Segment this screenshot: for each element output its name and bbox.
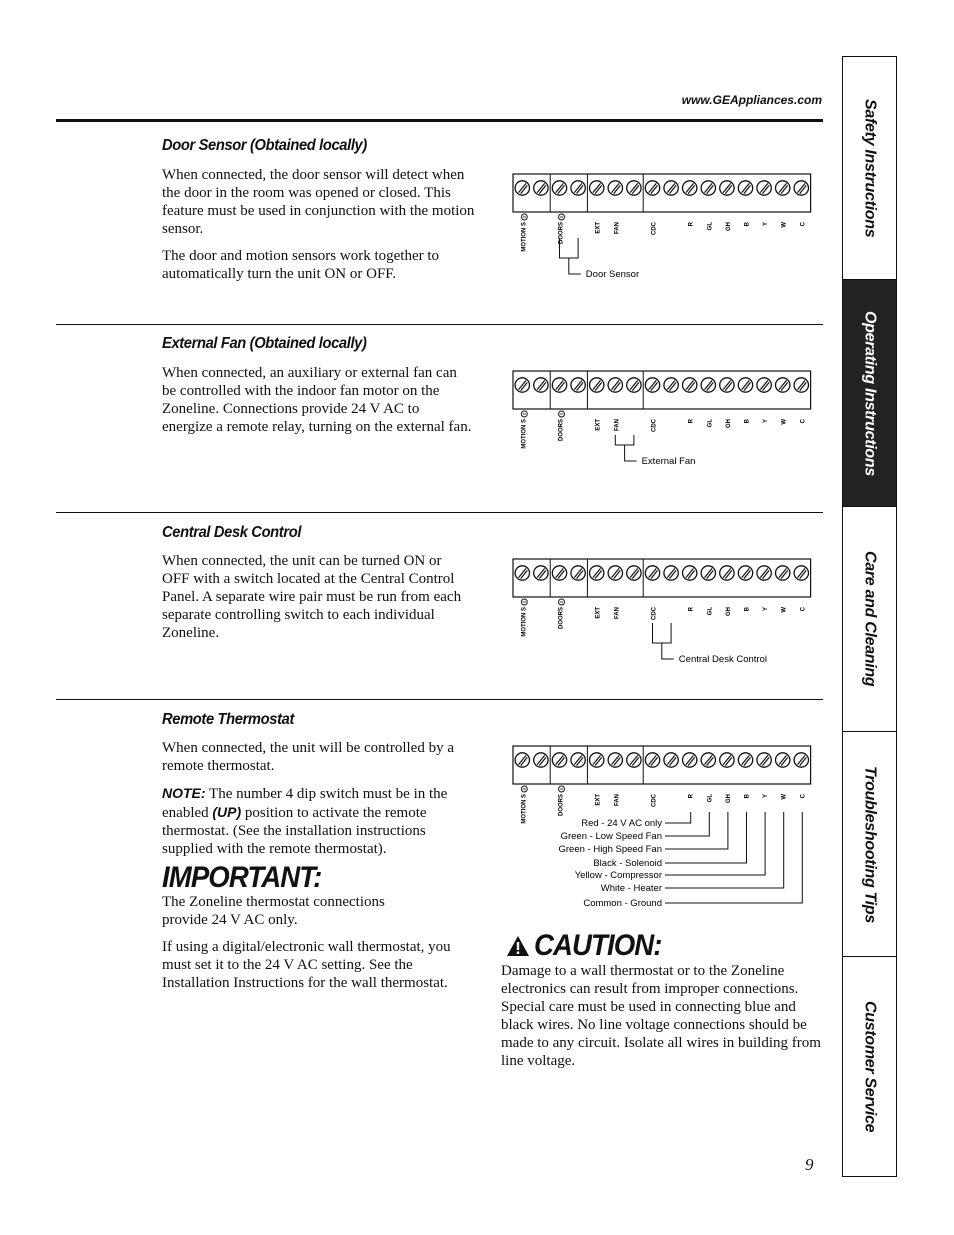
- terminal-label: MOTION S: [521, 607, 528, 637]
- terminal-label: FAN: [614, 794, 621, 806]
- screw-terminal-icon: [627, 378, 641, 392]
- screw-terminal-icon: [776, 753, 790, 767]
- screw-terminal-icon: [571, 378, 585, 392]
- screw-terminal-icon: [552, 753, 566, 767]
- screw-terminal-icon: [608, 753, 622, 767]
- terminal-label: W: [781, 419, 788, 425]
- terminal-label: FAN: [614, 222, 621, 234]
- central-desk-text: When connected, the unit can be turned ON or OFF with a switch located at the Central Control Panel. A separate wire pair must be run from each separate controlling switch to each individual Zoneline.: [162, 553, 462, 641]
- screw-terminal-icon: [664, 753, 678, 767]
- sidebar-nav: [842, 56, 897, 1177]
- terminal-label: Y: [763, 419, 770, 424]
- terminal-label: CDC: [651, 419, 658, 432]
- screw-terminal-icon: [552, 378, 566, 392]
- thermostat-wire: [665, 812, 691, 823]
- screw-terminal-icon: [515, 378, 529, 392]
- tab-label: Safety Instructions: [861, 98, 879, 238]
- terminal-label: GH: [725, 794, 732, 803]
- note-text: The number 4 dip switch must be in the enabled: [162, 786, 448, 821]
- note-up: (UP): [212, 804, 242, 820]
- website-url: www.GEAppliances.com: [681, 93, 822, 107]
- terminal-label: GH: [725, 419, 732, 428]
- screw-terminal-icon: [571, 566, 585, 580]
- screw-terminal-icon: [534, 753, 548, 767]
- wire-label: Common - Ground: [583, 898, 662, 909]
- screw-terminal-icon: [720, 378, 734, 392]
- terminal-label: B: [744, 607, 751, 612]
- terminal-label: CDC: [651, 794, 658, 807]
- screw-terminal-icon: [608, 181, 622, 195]
- screw-terminal-icon: [757, 753, 771, 767]
- ground-symbol-icon: [521, 786, 527, 792]
- terminal-label: MOTION S: [521, 419, 528, 449]
- terminal-label: EXT: [595, 794, 602, 806]
- tab-care-and-cleaning[interactable]: [843, 507, 896, 731]
- thermostat-wire: [665, 812, 802, 903]
- external-fan-diagram: [505, 357, 815, 487]
- screw-terminal-icon: [701, 566, 715, 580]
- wire-bracket: [653, 623, 672, 643]
- terminal-label: GL: [707, 419, 714, 428]
- remote-thermostat-heading: Remote Thermostat: [162, 711, 294, 728]
- tab-troubleshooting-tips[interactable]: [843, 732, 896, 956]
- thermostat-wire: [665, 812, 728, 849]
- screw-terminal-icon: [720, 753, 734, 767]
- terminal-label: MOTION S: [521, 794, 528, 824]
- screw-terminal-icon: [664, 378, 678, 392]
- terminal-label: GL: [707, 794, 714, 803]
- terminal-label: C: [800, 419, 807, 424]
- screw-terminal-icon: [571, 181, 585, 195]
- screw-terminal-icon: [608, 378, 622, 392]
- tab-safety-instructions[interactable]: [843, 57, 896, 279]
- terminal-label: C: [800, 607, 807, 612]
- ground-symbol-icon: [559, 786, 565, 792]
- terminal-label: GL: [707, 607, 714, 616]
- screw-terminal-icon: [794, 181, 808, 195]
- screw-terminal-icon: [571, 753, 585, 767]
- terminal-label: FAN: [614, 419, 621, 431]
- terminal-label: B: [744, 419, 751, 424]
- door-sensor-text-2: The door and motion sensors work together to automatically turn the unit ON or OFF.: [162, 248, 440, 282]
- external-fan-label: External Fan: [641, 456, 696, 467]
- ground-symbol-icon: [559, 599, 565, 605]
- wire-leader: [625, 445, 637, 461]
- thermostat-wire: [665, 812, 747, 863]
- section-divider: [56, 699, 823, 700]
- caution-text: Damage to a wall thermostat or to the Zoneline electronics can result from improper connections. Special care must be used in connecting blue and black wires. No line voltage connections should be made to any circuit. Isolate all wires in building from line voltage.: [501, 963, 821, 1069]
- screw-terminal-icon: [794, 566, 808, 580]
- screw-terminal-icon: [645, 753, 659, 767]
- screw-terminal-icon: [664, 566, 678, 580]
- door-sensor-text: When connected, the door sensor will detect when the door in the room was opened or closed. This feature must be used in conjunction with the motion sensor.: [162, 167, 475, 237]
- screw-terminal-icon: [701, 378, 715, 392]
- wire-label: Yellow - Compressor: [574, 870, 662, 881]
- screw-terminal-icon: [534, 378, 548, 392]
- tab-label: Care and Cleaning: [861, 551, 879, 687]
- wire-bracket: [615, 435, 634, 445]
- terminal-label: FAN: [614, 607, 621, 619]
- terminal-label: EXT: [595, 419, 602, 431]
- wire-label: Green - High Speed Fan: [558, 844, 662, 855]
- terminal-label: B: [744, 794, 751, 799]
- screw-terminal-icon: [701, 181, 715, 195]
- screw-terminal-icon: [552, 181, 566, 195]
- screw-terminal-icon: [757, 566, 771, 580]
- door-sensor-heading: Door Sensor (Obtained locally): [162, 137, 367, 154]
- screw-terminal-icon: [515, 566, 529, 580]
- screw-terminal-icon: [608, 566, 622, 580]
- important-title: IMPORTANT:: [162, 861, 322, 894]
- screw-terminal-icon: [720, 566, 734, 580]
- screw-terminal-icon: [590, 566, 604, 580]
- wire-label: Green - Low Speed Fan: [560, 831, 662, 842]
- terminal-label: GH: [725, 222, 732, 231]
- page-number: 9: [805, 1155, 814, 1174]
- wire-leader: [569, 258, 581, 274]
- terminal-label: EXT: [595, 222, 602, 234]
- wire-label: White - Heater: [600, 883, 662, 894]
- terminal-label: MOTION S: [521, 222, 528, 252]
- header-rule: [56, 119, 823, 122]
- screw-terminal-icon: [776, 181, 790, 195]
- ground-symbol-icon: [559, 214, 565, 220]
- terminal-label: Y: [763, 607, 770, 612]
- terminal-label: W: [781, 794, 788, 800]
- central-desk-label: Central Desk Control: [678, 654, 767, 665]
- ground-symbol-icon: [521, 214, 527, 220]
- external-fan-text: When connected, an auxiliary or external fan can be controlled with the indoor fan motor on the Zoneline. Connections provide 24 V AC to energize a remote relay, turning on the external fan.: [162, 365, 472, 435]
- remote-thermostat-diagram: [505, 732, 815, 917]
- terminal-label: DOORS: [558, 419, 565, 442]
- screw-terminal-icon: [534, 566, 548, 580]
- terminal-label: R: [688, 419, 695, 424]
- screw-terminal-icon: [701, 753, 715, 767]
- terminal-label: DOORS: [558, 607, 565, 630]
- screw-terminal-icon: [794, 753, 808, 767]
- ground-symbol-icon: [559, 411, 565, 417]
- terminal-label: Y: [763, 794, 770, 799]
- screw-terminal-icon: [627, 753, 641, 767]
- section-divider: [56, 512, 823, 513]
- terminal-label: C: [800, 794, 807, 799]
- tab-label: Operating Instructions: [861, 310, 879, 476]
- thermostat-wire: [665, 812, 765, 875]
- screw-terminal-icon: [552, 566, 566, 580]
- terminal-label: B: [744, 222, 751, 227]
- screw-terminal-icon: [683, 378, 697, 392]
- screw-terminal-icon: [627, 181, 641, 195]
- caution-title: CAUTION:: [534, 929, 662, 962]
- remote-thermostat-note: [162, 784, 472, 858]
- central-desk-diagram: [505, 545, 815, 675]
- screw-terminal-icon: [664, 181, 678, 195]
- terminal-label: R: [688, 222, 695, 227]
- screw-terminal-icon: [683, 181, 697, 195]
- screw-terminal-icon: [683, 753, 697, 767]
- screw-terminal-icon: [590, 181, 604, 195]
- terminal-label: DOORS: [558, 222, 565, 245]
- screw-terminal-icon: [738, 378, 752, 392]
- terminal-label: Y: [763, 222, 770, 227]
- terminal-label: W: [781, 607, 788, 613]
- important-text-2: If using a digital/electronic wall thermostat, you must set it to the 24 V AC setting. See the Installation Instructions for the wall thermostat.: [162, 939, 451, 991]
- screw-terminal-icon: [794, 378, 808, 392]
- terminal-label: R: [688, 607, 695, 612]
- terminal-label: EXT: [595, 607, 602, 619]
- terminal-label: DOORS: [558, 794, 565, 817]
- screw-terminal-icon: [776, 566, 790, 580]
- door-sensor-label: Door Sensor: [585, 269, 640, 280]
- screw-terminal-icon: [757, 378, 771, 392]
- ground-symbol-icon: [521, 599, 527, 605]
- tab-operating-instructions[interactable]: [843, 280, 896, 506]
- thermostat-wire: [665, 812, 709, 836]
- screw-terminal-icon: [683, 566, 697, 580]
- screw-terminal-icon: [515, 753, 529, 767]
- terminal-label: R: [688, 794, 695, 799]
- terminal-label: GL: [707, 222, 714, 231]
- ground-symbol-icon: [521, 411, 527, 417]
- door-sensor-diagram: [505, 160, 815, 290]
- screw-terminal-icon: [515, 181, 529, 195]
- central-desk-heading: Central Desk Control: [162, 524, 302, 541]
- screw-terminal-icon: [590, 753, 604, 767]
- warning-triangle-icon: [505, 934, 531, 958]
- screw-terminal-icon: [720, 181, 734, 195]
- screw-terminal-icon: [738, 753, 752, 767]
- tab-label: Customer Service: [861, 1000, 879, 1133]
- screw-terminal-icon: [627, 566, 641, 580]
- remote-thermostat-text: When connected, the unit will be controlled by a remote thermostat.: [162, 740, 454, 774]
- note-text-2: position to activate the remote thermostat. (See the installation instructions supplied with the remote thermostat).: [162, 805, 427, 857]
- screw-terminal-icon: [590, 378, 604, 392]
- note-label: NOTE:: [162, 785, 206, 801]
- screw-terminal-icon: [776, 378, 790, 392]
- screw-terminal-icon: [645, 566, 659, 580]
- wire-label: Black - Solenoid: [593, 858, 662, 869]
- wire-leader: [662, 643, 674, 659]
- screw-terminal-icon: [645, 378, 659, 392]
- section-divider: [56, 324, 823, 325]
- screw-terminal-icon: [738, 566, 752, 580]
- tab-customer-service[interactable]: [843, 957, 896, 1176]
- external-fan-heading: External Fan (Obtained locally): [162, 335, 367, 352]
- screw-terminal-icon: [757, 181, 771, 195]
- wire-label: Red - 24 V AC only: [581, 818, 662, 829]
- screw-terminal-icon: [645, 181, 659, 195]
- terminal-label: CDC: [651, 222, 658, 235]
- terminal-label: GH: [725, 607, 732, 616]
- terminal-label: CDC: [651, 607, 658, 620]
- screw-terminal-icon: [738, 181, 752, 195]
- tab-label: Troubleshooting Tips: [861, 765, 879, 923]
- terminal-label: W: [781, 222, 788, 228]
- terminal-label: C: [800, 222, 807, 227]
- screw-terminal-icon: [534, 181, 548, 195]
- important-text: The Zoneline thermostat connections provide 24 V AC only.: [162, 894, 385, 928]
